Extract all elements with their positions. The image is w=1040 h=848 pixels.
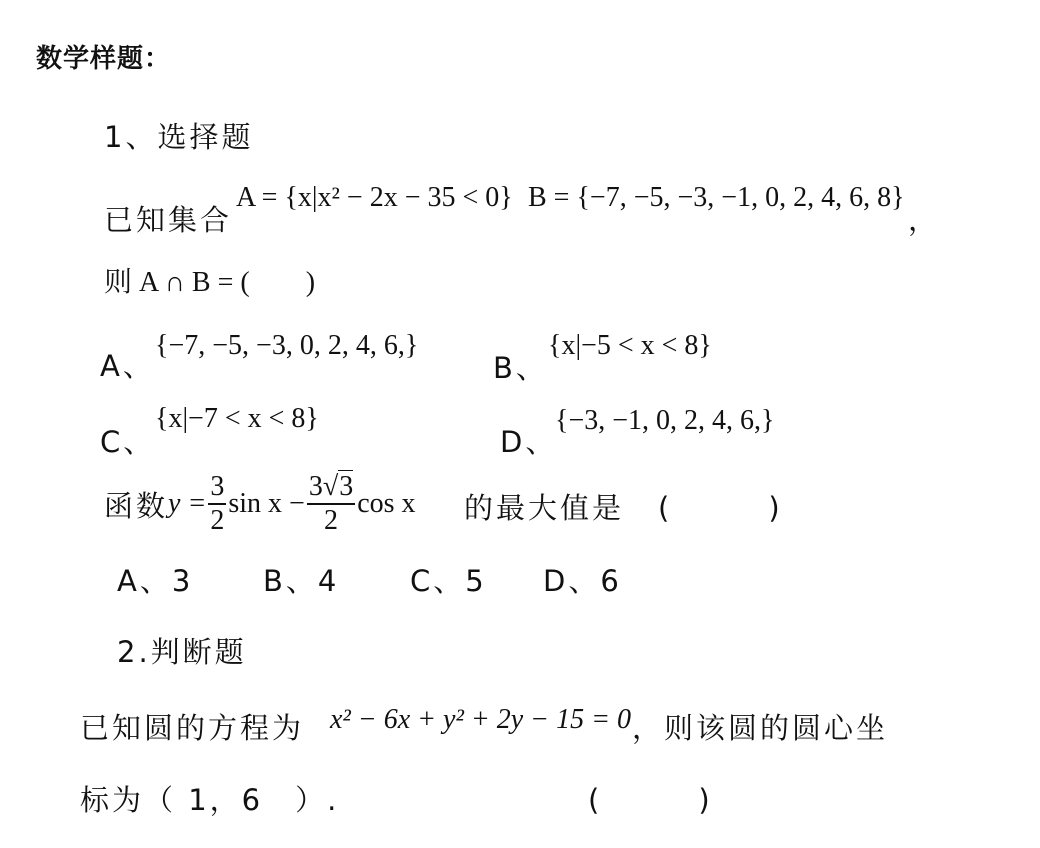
question-2-suffix: 的最大值是	[464, 491, 625, 525]
q2-option-a: A、3	[117, 564, 194, 598]
q1-option-c-text: {x|−7 < x < 8}	[155, 403, 319, 434]
set-b-formula: B = {−7, −5, −3, −1, 0, 2, 4, 6, 8}	[528, 182, 905, 213]
question-1-comma: ，	[908, 203, 941, 237]
question-2-line	[104, 472, 416, 536]
question-2-answer-blank: ( )	[658, 491, 783, 525]
judgment-1-middle: ，则该圆的圆心坐	[632, 711, 889, 745]
q1-option-d-text: {−3, −1, 0, 2, 4, 6,}	[555, 405, 775, 436]
circle-equation: x² − 6x + y² + 2y − 15 = 0	[330, 704, 631, 735]
section-heading-judgment: 2.判断题	[117, 635, 247, 669]
q2-option-b: B、4	[263, 564, 340, 598]
function-lhs: y =	[168, 488, 207, 519]
question-2-prefix: 函数	[104, 488, 169, 523]
q2-option-d: D、6	[543, 564, 622, 598]
q1-option-c-letter: C、	[100, 425, 156, 459]
section-heading-choice: 1、选择题	[104, 120, 254, 154]
q1-option-b-text: {x|−5 < x < 8}	[548, 330, 712, 361]
question-1-intro: 已知集合	[104, 203, 233, 237]
q1-option-a-text: {−7, −5, −3, 0, 2, 4, 6,}	[155, 330, 419, 361]
q1-option-b-letter: B、	[493, 351, 548, 385]
cos-term: cos x	[357, 488, 416, 519]
fraction-3root3-over-2: $\frac{3√3}{2}$	[308, 471, 354, 536]
q1-option-a-letter: A、	[100, 349, 155, 383]
fraction-3-over-2: $\frac{3}{2}$	[210, 471, 225, 536]
question-1-prompt: 则 A ∩ B = ( )	[104, 267, 316, 298]
sin-term: sin x −	[228, 488, 305, 519]
judgment-1-answer-blank: ( )	[588, 783, 713, 817]
judgment-1-line2: 标为（ 1，6 ）.	[80, 783, 340, 817]
judgment-1-prefix: 已知圆的方程为	[80, 711, 305, 745]
page-title: 数学样题：	[36, 44, 172, 74]
q1-option-d-letter: D、	[500, 425, 558, 459]
set-a-formula: A = {x|x² − 2x − 35 < 0}	[236, 182, 513, 213]
q2-option-c: C、5	[410, 564, 487, 598]
